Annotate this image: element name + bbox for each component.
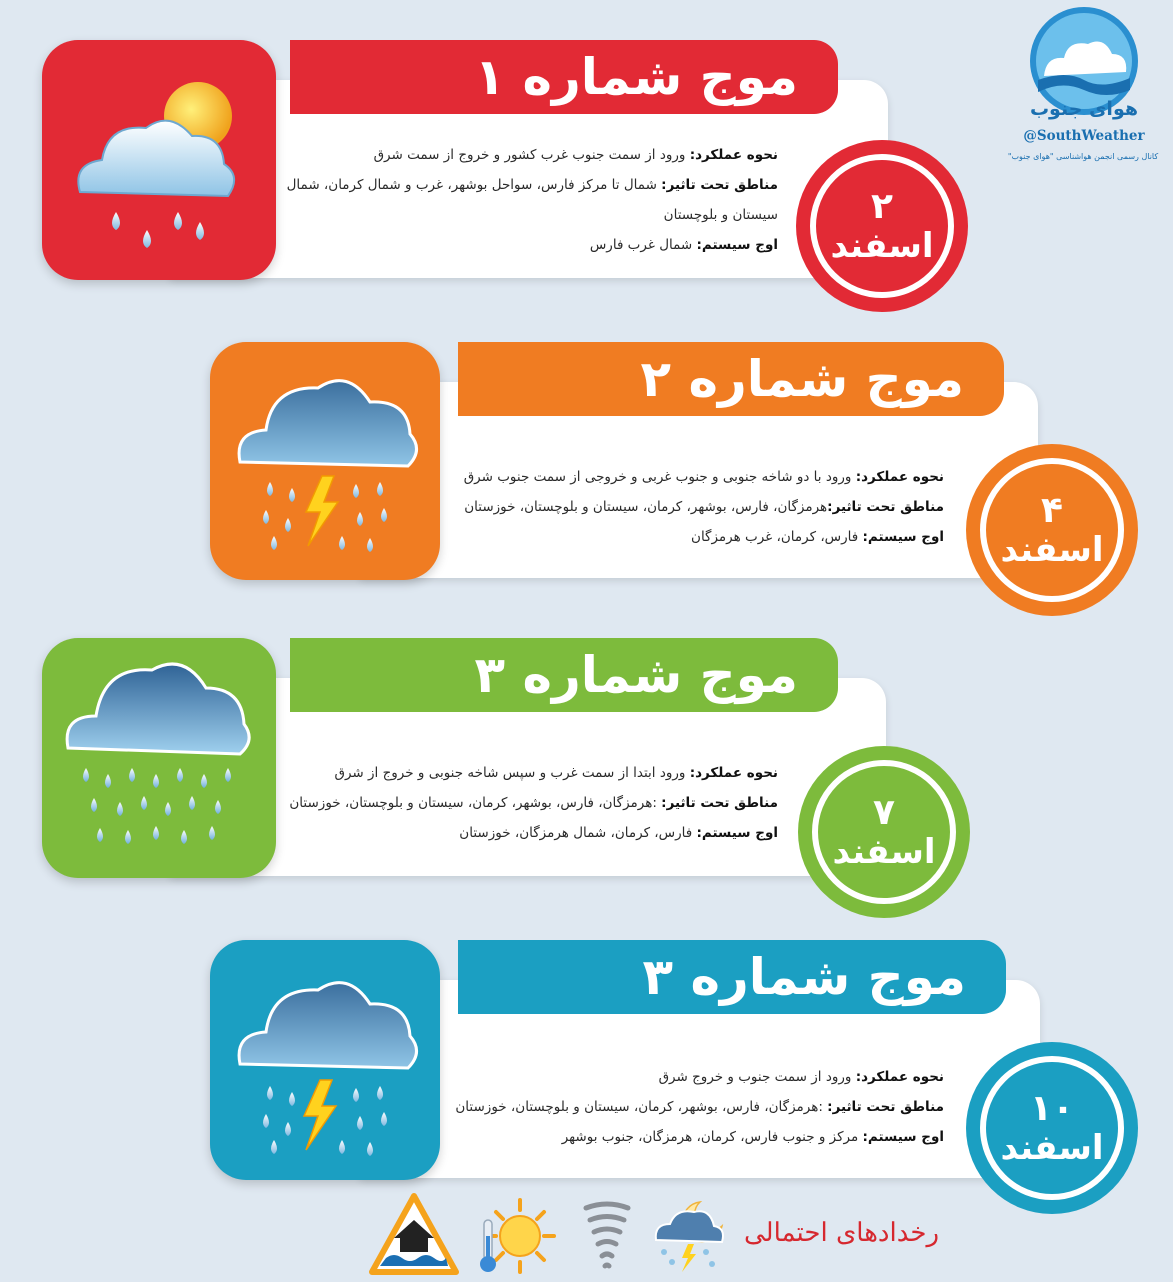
logo-caption: کانال رسمی انجمن هواشناسی "هوای جنوب" [1007, 152, 1159, 161]
heat-icon [472, 1196, 558, 1278]
night-storm-icon [648, 1194, 730, 1274]
wave-3-day: ۷ [873, 792, 895, 833]
wave-2-title: موج شماره ۲ [458, 342, 1004, 416]
wave-3-line-1: نحوه عملکرد: ورود ابتدا از سمت غرب و سپس شاخه جنوبی و خروج از شرق [334, 765, 778, 781]
wave-1-line-2: مناطق تحت تاثیر: شمال تا مرکز فارس، سواحل بوشهر، غرب و شمال کرمان، شمال [286, 177, 778, 193]
wave-3-date-badge [798, 746, 970, 918]
possible-events-label: رخدادهای احتمالی [744, 1218, 940, 1248]
wave-2-line-3: اوج سیستم: فارس، کرمان، غرب هرمزگان [691, 529, 944, 545]
wave-1-details [280, 140, 778, 260]
wave-3-line-3: اوج سیستم: فارس، کرمان، شمال هرمزگان، خوزستان [459, 825, 778, 841]
wave-1-month: اسفند [830, 226, 934, 266]
wave-1-line-4: اوج سیستم: شمال غرب فارس [589, 237, 778, 253]
wave-1-line-3: سیستان و بلوچستان [663, 207, 778, 223]
wave-2-line-2: مناطق تحت تاثیر:هرمزگان، فارس، بوشهر، کرمان، سیستان و بلوچستان، خوزستان [464, 499, 944, 515]
wave-4-details [440, 1062, 944, 1152]
heavy-rain-icon [42, 638, 276, 878]
wave-2-details [440, 462, 944, 552]
wave-1-day: ۲ [871, 186, 893, 227]
flood-warning-icon [368, 1192, 460, 1276]
wave-3-details [280, 758, 778, 848]
wave-2-line-1: نحوه عملکرد: ورود با دو شاخه جنوبی و جنوب غربی و خروجی از سمت جنوب شرق [463, 469, 944, 485]
south-weather-logo [1006, 6, 1162, 176]
logo-name: هوای جنوب [1029, 98, 1139, 120]
wave-2-date-badge [966, 444, 1138, 616]
cloud-sun-rain-icon [42, 40, 276, 280]
wave-4-line-1: نحوه عملکرد: ورود از سمت جنوب و خروج شرق [658, 1069, 944, 1085]
wave-3-month: اسفند [832, 832, 936, 872]
wave-3-title: موج شماره ۳ [290, 638, 838, 712]
wave-1-icon-box [42, 40, 276, 280]
wave-2-month: اسفند [1000, 530, 1104, 570]
logo-handle: @SouthWeather [1023, 128, 1145, 144]
wave-2-day: ۴ [1041, 490, 1063, 531]
thunderstorm-icon [210, 342, 440, 580]
thunderstorm-icon [210, 940, 440, 1180]
tornado-icon [582, 1200, 632, 1276]
wave-4-icon-box [210, 940, 440, 1180]
wave-4-title: موج شماره ۳ [458, 940, 1006, 1014]
wave-1-title: موج شماره ۱ [290, 40, 838, 114]
wave-4-line-3: اوج سیستم: مرکز و جنوب فارس، کرمان، هرمزگان، جنوب بوشهر [561, 1129, 944, 1145]
wave-3-icon-box [42, 638, 276, 878]
wave-4-line-2: مناطق تحت تاثیر: :هرمزگان، فارس، بوشهر، کرمان، سیستان و بلوچستان، خوزستان [455, 1099, 944, 1115]
wave-4-day: ۱۰ [1030, 1088, 1074, 1129]
wave-4-date-badge [966, 1042, 1138, 1214]
wave-1-line-1: نحوه عملکرد: ورود از سمت جنوب غرب کشور و خروج از سمت شرق [373, 147, 778, 163]
wave-1-date-badge [796, 140, 968, 312]
wave-3-line-2: مناطق تحت تاثیر: :هرمزگان، فارس، بوشهر، کرمان، سیستان و بلوچستان، خوزستان [289, 795, 778, 811]
wave-2-icon-box [210, 342, 440, 580]
wave-4-month: اسفند [1000, 1128, 1104, 1168]
